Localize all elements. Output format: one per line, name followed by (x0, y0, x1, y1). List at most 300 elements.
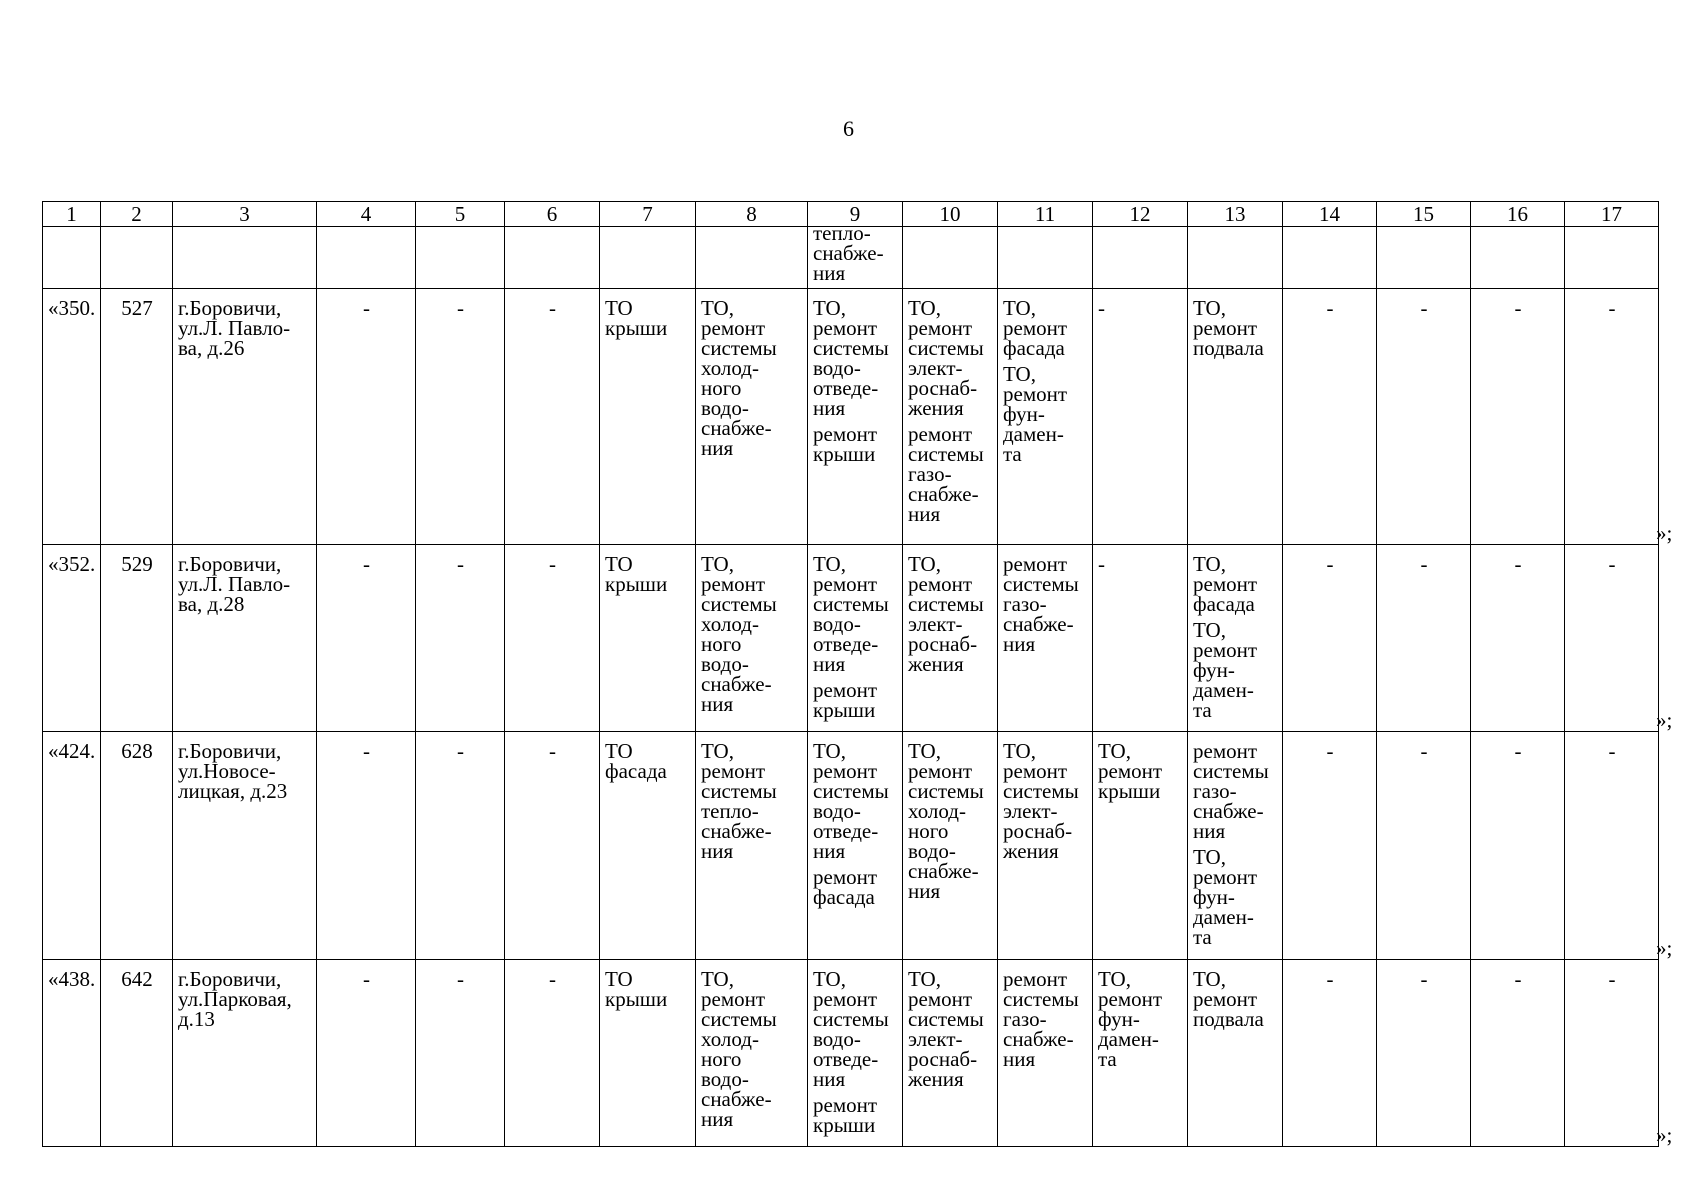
col-9-cell (808, 545, 903, 732)
cell-text: - (1098, 296, 1105, 320)
row-terminator: »; (1656, 1123, 1673, 1147)
cell-line: та (1098, 1047, 1117, 1071)
cell-text: - (457, 739, 464, 763)
cell-line: роснаб- (908, 376, 978, 400)
cell-line: ТО, (908, 552, 941, 576)
col-6-cell (505, 289, 600, 545)
cell-line: ТО, (813, 296, 846, 320)
cell-line: ремонт (701, 572, 766, 596)
col-17-cell (1565, 545, 1659, 732)
continuation-row (43, 227, 1659, 289)
cell-line: ния (813, 839, 846, 863)
cell-line: лицкая, д.23 (178, 779, 288, 803)
work-item (1003, 741, 1088, 861)
cell-text: - (363, 739, 370, 763)
cell-line: ния (908, 879, 941, 903)
cell-line: отведе- (813, 1047, 879, 1071)
header-cell: 8 (696, 202, 808, 227)
object-id-cell (101, 732, 173, 960)
cell-line: ТО, (908, 296, 941, 320)
cell-text: - (549, 739, 556, 763)
table-row (43, 289, 1659, 545)
work-item (701, 298, 803, 458)
cell-line: элект- (908, 612, 963, 636)
cell-line: крыши (1098, 779, 1161, 803)
col-7-cell (600, 960, 696, 1147)
cell-line: ния (701, 692, 734, 716)
work-item (813, 680, 898, 720)
cell-text: «352. (48, 552, 96, 576)
work-item (1098, 741, 1183, 801)
cell-text: «438. (48, 967, 96, 991)
cell-line: крыши (813, 698, 876, 722)
header-cell: 13 (1188, 202, 1283, 227)
cell-line: ного (701, 376, 742, 400)
header-cell: 11 (998, 202, 1093, 227)
cell-line: подвала (1193, 1007, 1264, 1031)
work-item (701, 969, 803, 1129)
cell-line: водо- (908, 839, 956, 863)
cell-line: водо- (701, 652, 749, 676)
col-6-cell (505, 545, 600, 732)
cell-text: - (1608, 967, 1616, 991)
col-16-cell (1471, 545, 1565, 732)
col-17-cell (1565, 960, 1659, 1147)
work-item (813, 867, 898, 907)
cell-line: системы (908, 1007, 984, 1031)
cell-line: системы (1003, 572, 1079, 596)
work-item (1193, 554, 1278, 614)
cell-line: системы (813, 592, 889, 616)
cell-text: - (457, 296, 464, 320)
cell-line: ремонт (908, 422, 973, 446)
cell-line: системы (701, 779, 777, 803)
col-5-cell (416, 289, 505, 545)
cell-line: системы (813, 336, 889, 360)
col-4-cell (317, 289, 416, 545)
cell-line: ТО, (701, 296, 734, 320)
cell-text: - (1098, 552, 1105, 576)
object-id-cell (101, 545, 173, 732)
cell-line: крыши (813, 1113, 876, 1137)
object-id-cell (101, 960, 173, 1147)
col-5-cell (416, 545, 505, 732)
col-13-cell (1188, 732, 1283, 960)
cell-line: системы (1003, 779, 1079, 803)
cell-text: - (1514, 967, 1522, 991)
cell-line: ТО, (1193, 296, 1226, 320)
cell-text: - (1514, 296, 1522, 320)
cell-text: 527 (121, 296, 153, 320)
cell-line: ТО, (1003, 296, 1036, 320)
cell-line: системы (1193, 759, 1269, 783)
cell-line: жения (1003, 839, 1059, 863)
cell-line: газо- (908, 462, 952, 486)
cell-line: ТО, (701, 552, 734, 576)
work-item (813, 969, 898, 1089)
cell-line: ния (701, 436, 734, 460)
address-cell (173, 732, 317, 960)
address-cell (173, 289, 317, 545)
cell-line: ТО, (1098, 967, 1131, 991)
cell-line: элект- (908, 356, 963, 380)
cell-text: - (363, 296, 370, 320)
cell-line: ТО, (1003, 739, 1036, 763)
cell-text: - (1514, 552, 1522, 576)
col-6-cell (505, 732, 600, 960)
header-cell: 10 (903, 202, 998, 227)
cell-text: - (1420, 296, 1428, 320)
cell-line: дамен- (1193, 678, 1254, 702)
work-item (813, 1095, 898, 1135)
cell-line: крыши (813, 442, 876, 466)
col-16-cell (1471, 960, 1565, 1147)
cell-line: газо- (1193, 779, 1237, 803)
col-14-cell (1283, 960, 1377, 1147)
work-item (605, 554, 691, 594)
cell-text: - (1420, 739, 1428, 763)
work-item (1193, 298, 1278, 358)
col-15-cell (1377, 289, 1471, 545)
cell-text: - (1608, 296, 1616, 320)
cell-line: ния (813, 396, 846, 420)
col-11-cell (998, 960, 1093, 1147)
col-15-cell (1377, 545, 1471, 732)
cell-line: ТО, (813, 967, 846, 991)
cell-line: ремонт (813, 1093, 878, 1117)
cell-line: ТО, (1003, 362, 1036, 386)
cell-line: фасада (1003, 336, 1065, 360)
cell-line: снабже- (1003, 1027, 1074, 1051)
header-cell: 2 (101, 202, 173, 227)
cell-line: ремонт (813, 572, 878, 596)
cell-line: холод- (908, 799, 966, 823)
cell-line: фун- (1098, 1007, 1140, 1031)
row-terminator: »; (1656, 936, 1673, 960)
cell-text: - (549, 967, 556, 991)
address-cell (173, 960, 317, 1147)
cell-line: ремонт (701, 987, 766, 1011)
work-item (908, 741, 993, 901)
cell-line: ТО (605, 296, 633, 320)
cell-line: подвала (1193, 336, 1264, 360)
cell-line: снабже- (1003, 612, 1074, 636)
row-number-cell (43, 289, 101, 545)
cell-line: фасада (813, 885, 875, 909)
col-11-cell (998, 545, 1093, 732)
cell-line: снабже- (1193, 799, 1264, 823)
cell-line: водо- (813, 356, 861, 380)
cell-line: ного (701, 632, 742, 656)
cell-line: отведе- (813, 632, 879, 656)
cell-text: - (457, 967, 464, 991)
cell-text: 529 (121, 552, 153, 576)
col-7-cell (600, 732, 696, 960)
cell-line: системы (701, 592, 777, 616)
cell-line: водо- (813, 799, 861, 823)
cell-line: ТО (605, 739, 633, 763)
work-item (908, 424, 993, 524)
cell-line: ремонт (813, 759, 878, 783)
col-10-cell (903, 545, 998, 732)
work-item (1193, 847, 1278, 947)
cell-text: 642 (121, 967, 153, 991)
cell-line: снабже- (908, 482, 979, 506)
header-cell: 12 (1093, 202, 1188, 227)
cell-line: ТО, (701, 739, 734, 763)
col-9-cell (808, 289, 903, 545)
cell-line: элект- (908, 1027, 963, 1051)
work-item (1193, 969, 1278, 1029)
cell-line: ТО, (908, 739, 941, 763)
cell-text: - (549, 296, 556, 320)
work-item (1003, 364, 1088, 464)
cell-line: ремонт (1003, 382, 1068, 406)
table-row (43, 732, 1659, 960)
header-cell: 16 (1471, 202, 1565, 227)
header-cell: 1 (43, 202, 101, 227)
col-12-cell (1093, 732, 1188, 960)
col-14-cell (1283, 545, 1377, 732)
col-4-cell (317, 545, 416, 732)
work-item (813, 424, 898, 464)
cell-text: - (1514, 739, 1522, 763)
cell-line: ния (701, 1107, 734, 1131)
address-cell (173, 545, 317, 732)
cell-text: - (549, 552, 556, 576)
cell-line: ного (701, 1047, 742, 1071)
cell-line: ремонт (908, 316, 973, 340)
cell-text: - (363, 967, 370, 991)
work-item (1193, 620, 1278, 720)
cell-line: ремонт (813, 987, 878, 1011)
cell-line: ТО, (908, 967, 941, 991)
cell-line: ния (813, 1067, 846, 1091)
work-item (813, 298, 898, 418)
cell-line: ТО, (813, 739, 846, 763)
cell-line: водо- (701, 396, 749, 420)
table-row (43, 960, 1659, 1147)
col-12-cell (1093, 545, 1188, 732)
cell-line: водо- (701, 1067, 749, 1091)
cell-line: ТО, (1193, 618, 1226, 642)
col-13-cell (1188, 960, 1283, 1147)
cell-line: снабже- (701, 416, 772, 440)
cell-line: ремонт (908, 987, 973, 1011)
cell-line: снабже- (813, 241, 884, 265)
header-cell: 3 (173, 202, 317, 227)
col-13-cell (1188, 545, 1283, 732)
cell-line: та (1003, 442, 1022, 466)
cell-line: ремонт (1003, 759, 1068, 783)
cell-line: ремонт (1193, 572, 1258, 596)
work-item (908, 554, 993, 674)
cell-line: ТО, (1098, 739, 1131, 763)
cell-line: ТО, (813, 552, 846, 576)
col-11-cell (998, 289, 1093, 545)
cell-line: ул.Парковая, (178, 987, 292, 1011)
work-item (605, 969, 691, 1009)
cell-line: холод- (701, 612, 759, 636)
cell-line: системы (813, 779, 889, 803)
header-cell: 5 (416, 202, 505, 227)
cell-text: - (1608, 739, 1616, 763)
cell-line: водо- (813, 1027, 861, 1051)
cell-text: «350. (48, 296, 96, 320)
cell-line: ремонт (908, 572, 973, 596)
cell-line: системы (908, 592, 984, 616)
cell-line: системы (908, 336, 984, 360)
work-item (1003, 298, 1088, 358)
header-cell: 7 (600, 202, 696, 227)
cell-line: ремонт (813, 316, 878, 340)
cell-text: - (1326, 739, 1334, 763)
cell-line: ремонт (1003, 552, 1068, 576)
cell-line: крыши (605, 316, 668, 340)
cell-line: та (1193, 698, 1212, 722)
cell-line: ремонт (908, 759, 973, 783)
cell-line: жения (908, 652, 964, 676)
cell-line: ТО, (1193, 845, 1226, 869)
cell-text: - (1326, 552, 1334, 576)
col-5-cell (416, 960, 505, 1147)
col-5-cell (416, 732, 505, 960)
object-id-cell (101, 289, 173, 545)
cell-line: жения (908, 396, 964, 420)
col-8-cell (696, 960, 808, 1147)
col-10-cell (903, 289, 998, 545)
col-6-cell (505, 960, 600, 1147)
row-number-cell (43, 732, 101, 960)
cell-line: ТО, (1193, 967, 1226, 991)
cell-line: ремонт (1193, 739, 1258, 763)
cell-line: ул.Л. Павло- (178, 572, 291, 596)
cell-line: ремонт (1193, 865, 1258, 889)
cell-line: ремонт (701, 759, 766, 783)
col-9-cell (808, 960, 903, 1147)
cell-line: г.Боровичи, (178, 296, 282, 320)
cell-line: системы (701, 336, 777, 360)
col-14-cell (1283, 732, 1377, 960)
work-item (1193, 741, 1278, 841)
row-number-cell (43, 960, 101, 1147)
cell-line: дамен- (1098, 1027, 1159, 1051)
cell-line: крыши (605, 987, 668, 1011)
cell-line: роснаб- (908, 632, 978, 656)
cell-line: ул.Л. Павло- (178, 316, 291, 340)
header-cell: 17 (1565, 202, 1659, 227)
cell-line: системы (813, 1007, 889, 1031)
cell-line: холод- (701, 356, 759, 380)
cell-line: ремонт (1003, 967, 1068, 991)
cell-line: снабже- (908, 859, 979, 883)
cell-text: «424. (48, 739, 96, 763)
cell-text: - (457, 552, 464, 576)
cell-line: фун- (1193, 658, 1235, 682)
cell-line: системы (908, 779, 984, 803)
cell-line: ва, д.26 (178, 336, 245, 360)
col-8-cell (696, 732, 808, 960)
header-row (43, 202, 1659, 227)
cell-line: водо- (813, 612, 861, 636)
cell-line: ремонт (1193, 987, 1258, 1011)
cell-line: г.Боровичи, (178, 552, 282, 576)
cell-text: 628 (121, 739, 153, 763)
cell-line: ния (1193, 819, 1226, 843)
col-9-cell (808, 732, 903, 960)
col-8-cell (696, 545, 808, 732)
cell-line: ТО, (701, 967, 734, 991)
cell-line: ного (908, 819, 949, 843)
header-cell: 15 (1377, 202, 1471, 227)
work-item (1098, 969, 1183, 1069)
col-16-cell (1471, 732, 1565, 960)
cell-line: дамен- (1193, 905, 1254, 929)
col-4-cell (317, 732, 416, 960)
col-17-cell (1565, 289, 1659, 545)
cell-text: - (1420, 967, 1428, 991)
header-cell: 4 (317, 202, 416, 227)
cell-line: ремонт (1098, 759, 1163, 783)
cell-line: тепло- (701, 799, 759, 823)
work-item (813, 554, 898, 674)
cell-line: ТО (605, 967, 633, 991)
cell-line: дамен- (1003, 422, 1064, 446)
cell-line: г.Боровичи, (178, 967, 282, 991)
table-row (43, 545, 1659, 732)
cell-text: - (1326, 967, 1334, 991)
cell-line: ремонт (813, 678, 878, 702)
header-cell: 9 (808, 202, 903, 227)
cell-line: ния (701, 839, 734, 863)
col-14-cell (1283, 289, 1377, 545)
cell-text: - (1420, 552, 1428, 576)
cell-line: ремонт (1003, 316, 1068, 340)
cell-text: - (1326, 296, 1334, 320)
col-15-cell (1377, 960, 1471, 1147)
col-17-cell (1565, 732, 1659, 960)
cell-line: ул.Новосе- (178, 759, 276, 783)
row-terminator: »; (1656, 521, 1673, 545)
cell-line: ремонт (813, 865, 878, 889)
cell-line: роснаб- (1003, 819, 1073, 843)
cell-line: ТО (605, 552, 633, 576)
header-cell: 6 (505, 202, 600, 227)
col-16-cell (1471, 289, 1565, 545)
work-item (908, 298, 993, 418)
work-item (813, 741, 898, 861)
cell-line: системы (1003, 987, 1079, 1011)
cell-line: газо- (1003, 1007, 1047, 1031)
cell-line: снабже- (701, 1087, 772, 1111)
cell-line: фун- (1193, 885, 1235, 909)
cell-line: отведе- (813, 376, 879, 400)
cell-line: газо- (1003, 592, 1047, 616)
cell-line: ния (908, 502, 941, 526)
cell-line: ремонт (701, 316, 766, 340)
work-item (701, 741, 803, 861)
cell-line: фун- (1003, 402, 1045, 426)
row-number-cell (43, 545, 101, 732)
cell-line: ния (813, 261, 846, 285)
work-item (1003, 554, 1088, 654)
continuation-cell (808, 227, 903, 289)
work-item (605, 741, 691, 781)
cell-line: отведе- (813, 819, 879, 843)
cell-line: роснаб- (908, 1047, 978, 1071)
work-item (701, 554, 803, 714)
header-cell: 14 (1283, 202, 1377, 227)
